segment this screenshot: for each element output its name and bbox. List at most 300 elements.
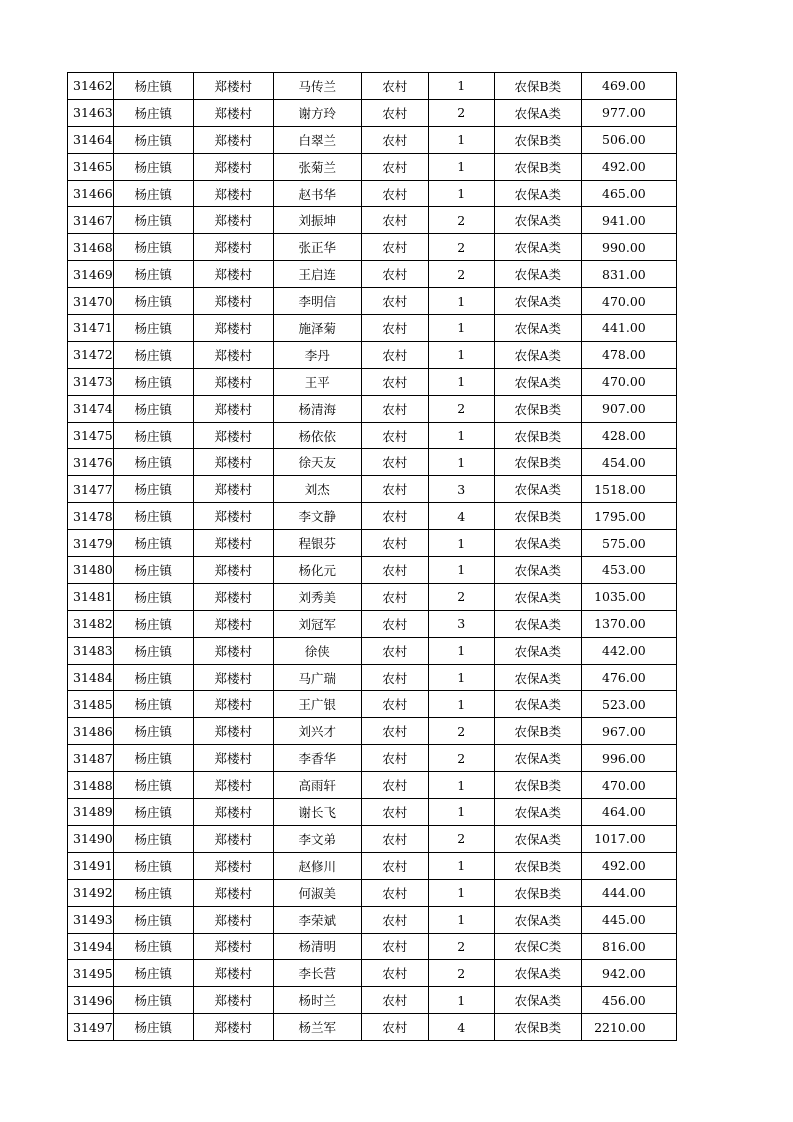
town-cell: 杨庄镇 xyxy=(113,476,193,503)
amount-cell: 942.00 xyxy=(581,960,676,987)
village-cell: 郑楼村 xyxy=(193,825,273,852)
amount-cell: 478.00 xyxy=(581,341,676,368)
member-count-cell: 1 xyxy=(428,691,494,718)
amount-cell: 445.00 xyxy=(581,906,676,933)
member-count-cell: 1 xyxy=(428,799,494,826)
member-count-cell: 1 xyxy=(428,73,494,100)
amount-cell: 1017.00 xyxy=(581,825,676,852)
town-cell: 杨庄镇 xyxy=(113,99,193,126)
person-name-cell: 谢长飞 xyxy=(273,799,361,826)
insurance-category-cell: 农保B类 xyxy=(494,395,581,422)
insurance-category-cell: 农保A类 xyxy=(494,234,581,261)
table-row xyxy=(68,933,677,960)
village-cell: 郑楼村 xyxy=(193,395,273,422)
household-type-cell: 农村 xyxy=(361,610,428,637)
person-name-cell: 赵书华 xyxy=(273,180,361,207)
village-cell: 郑楼村 xyxy=(193,341,273,368)
town-cell: 杨庄镇 xyxy=(113,180,193,207)
record-id-cell: 31476 xyxy=(68,449,114,476)
record-id-cell: 31480 xyxy=(68,557,114,584)
person-name-cell: 白翠兰 xyxy=(273,126,361,153)
amount-cell: 831.00 xyxy=(581,261,676,288)
table-row xyxy=(68,718,677,745)
household-type-cell: 农村 xyxy=(361,73,428,100)
person-name-cell: 杨依依 xyxy=(273,422,361,449)
amount-cell: 464.00 xyxy=(581,799,676,826)
amount-cell: 428.00 xyxy=(581,422,676,449)
household-type-cell: 农村 xyxy=(361,879,428,906)
town-cell: 杨庄镇 xyxy=(113,557,193,584)
member-count-cell: 1 xyxy=(428,126,494,153)
table-row xyxy=(68,799,677,826)
insurance-category-cell: 农保A类 xyxy=(494,99,581,126)
amount-cell: 476.00 xyxy=(581,664,676,691)
amount-cell: 941.00 xyxy=(581,207,676,234)
household-type-cell: 农村 xyxy=(361,825,428,852)
person-name-cell: 杨时兰 xyxy=(273,987,361,1014)
table-row xyxy=(68,852,677,879)
member-count-cell: 2 xyxy=(428,745,494,772)
village-cell: 郑楼村 xyxy=(193,691,273,718)
town-cell: 杨庄镇 xyxy=(113,530,193,557)
insurance-category-cell: 农保B类 xyxy=(494,422,581,449)
town-cell: 杨庄镇 xyxy=(113,153,193,180)
village-cell: 郑楼村 xyxy=(193,906,273,933)
table-row xyxy=(68,180,677,207)
table-row xyxy=(68,825,677,852)
village-cell: 郑楼村 xyxy=(193,933,273,960)
amount-cell: 441.00 xyxy=(581,315,676,342)
record-id-cell: 31478 xyxy=(68,503,114,530)
record-id-cell: 31477 xyxy=(68,476,114,503)
insurance-category-cell: 农保A类 xyxy=(494,610,581,637)
town-cell: 杨庄镇 xyxy=(113,933,193,960)
table-row xyxy=(68,530,677,557)
town-cell: 杨庄镇 xyxy=(113,503,193,530)
table-row xyxy=(68,422,677,449)
person-name-cell: 杨兰军 xyxy=(273,1014,361,1041)
insurance-category-cell: 农保B类 xyxy=(494,449,581,476)
insurance-category-cell: 农保A类 xyxy=(494,799,581,826)
village-cell: 郑楼村 xyxy=(193,73,273,100)
member-count-cell: 1 xyxy=(428,315,494,342)
table-row xyxy=(68,879,677,906)
village-cell: 郑楼村 xyxy=(193,987,273,1014)
insurance-category-cell: 农保B类 xyxy=(494,503,581,530)
record-id-cell: 31471 xyxy=(68,315,114,342)
insurance-category-cell: 农保B类 xyxy=(494,1014,581,1041)
person-name-cell: 张正华 xyxy=(273,234,361,261)
table-row xyxy=(68,99,677,126)
records-table xyxy=(67,72,677,1041)
person-name-cell: 刘兴才 xyxy=(273,718,361,745)
person-name-cell: 何淑美 xyxy=(273,879,361,906)
table-row xyxy=(68,772,677,799)
member-count-cell: 3 xyxy=(428,610,494,637)
village-cell: 郑楼村 xyxy=(193,126,273,153)
record-id-cell: 31466 xyxy=(68,180,114,207)
record-id-cell: 31491 xyxy=(68,852,114,879)
table-row xyxy=(68,610,677,637)
person-name-cell: 刘冠军 xyxy=(273,610,361,637)
person-name-cell: 刘秀美 xyxy=(273,583,361,610)
record-id-cell: 31472 xyxy=(68,341,114,368)
member-count-cell: 1 xyxy=(428,530,494,557)
table-row xyxy=(68,637,677,664)
record-id-cell: 31489 xyxy=(68,799,114,826)
household-type-cell: 农村 xyxy=(361,583,428,610)
person-name-cell: 杨清海 xyxy=(273,395,361,422)
person-name-cell: 杨清明 xyxy=(273,933,361,960)
town-cell: 杨庄镇 xyxy=(113,987,193,1014)
village-cell: 郑楼村 xyxy=(193,315,273,342)
town-cell: 杨庄镇 xyxy=(113,395,193,422)
household-type-cell: 农村 xyxy=(361,368,428,395)
insurance-category-cell: 农保A类 xyxy=(494,960,581,987)
household-type-cell: 农村 xyxy=(361,503,428,530)
person-name-cell: 高雨轩 xyxy=(273,772,361,799)
insurance-category-cell: 农保A类 xyxy=(494,476,581,503)
amount-cell: 470.00 xyxy=(581,772,676,799)
insurance-category-cell: 农保A类 xyxy=(494,261,581,288)
table-row xyxy=(68,261,677,288)
village-cell: 郑楼村 xyxy=(193,1014,273,1041)
amount-cell: 996.00 xyxy=(581,745,676,772)
record-id-cell: 31488 xyxy=(68,772,114,799)
amount-cell: 442.00 xyxy=(581,637,676,664)
household-type-cell: 农村 xyxy=(361,315,428,342)
town-cell: 杨庄镇 xyxy=(113,879,193,906)
amount-cell: 470.00 xyxy=(581,368,676,395)
person-name-cell: 马传兰 xyxy=(273,73,361,100)
record-id-cell: 31473 xyxy=(68,368,114,395)
member-count-cell: 4 xyxy=(428,1014,494,1041)
village-cell: 郑楼村 xyxy=(193,449,273,476)
table-row xyxy=(68,207,677,234)
record-id-cell: 31483 xyxy=(68,637,114,664)
village-cell: 郑楼村 xyxy=(193,261,273,288)
person-name-cell: 李明信 xyxy=(273,288,361,315)
table-row xyxy=(68,341,677,368)
household-type-cell: 农村 xyxy=(361,288,428,315)
person-name-cell: 王平 xyxy=(273,368,361,395)
member-count-cell: 2 xyxy=(428,960,494,987)
town-cell: 杨庄镇 xyxy=(113,960,193,987)
insurance-category-cell: 农保B类 xyxy=(494,852,581,879)
person-name-cell: 徐天友 xyxy=(273,449,361,476)
member-count-cell: 1 xyxy=(428,449,494,476)
table-row xyxy=(68,395,677,422)
table-row xyxy=(68,315,677,342)
village-cell: 郑楼村 xyxy=(193,879,273,906)
person-name-cell: 王启连 xyxy=(273,261,361,288)
amount-cell: 575.00 xyxy=(581,530,676,557)
record-id-cell: 31484 xyxy=(68,664,114,691)
table-row xyxy=(68,73,677,100)
person-name-cell: 李长营 xyxy=(273,960,361,987)
record-id-cell: 31465 xyxy=(68,153,114,180)
person-name-cell: 杨化元 xyxy=(273,557,361,584)
household-type-cell: 农村 xyxy=(361,234,428,261)
table-row xyxy=(68,691,677,718)
table-row xyxy=(68,664,677,691)
person-name-cell: 赵修川 xyxy=(273,852,361,879)
household-type-cell: 农村 xyxy=(361,987,428,1014)
town-cell: 杨庄镇 xyxy=(113,745,193,772)
table-row xyxy=(68,288,677,315)
member-count-cell: 2 xyxy=(428,207,494,234)
member-count-cell: 1 xyxy=(428,637,494,664)
member-count-cell: 1 xyxy=(428,772,494,799)
village-cell: 郑楼村 xyxy=(193,99,273,126)
village-cell: 郑楼村 xyxy=(193,476,273,503)
village-cell: 郑楼村 xyxy=(193,530,273,557)
amount-cell: 1370.00 xyxy=(581,610,676,637)
village-cell: 郑楼村 xyxy=(193,368,273,395)
record-id-cell: 31479 xyxy=(68,530,114,557)
town-cell: 杨庄镇 xyxy=(113,1014,193,1041)
member-count-cell: 4 xyxy=(428,503,494,530)
amount-cell: 523.00 xyxy=(581,691,676,718)
member-count-cell: 1 xyxy=(428,664,494,691)
member-count-cell: 1 xyxy=(428,153,494,180)
member-count-cell: 1 xyxy=(428,368,494,395)
person-name-cell: 李文静 xyxy=(273,503,361,530)
member-count-cell: 1 xyxy=(428,906,494,933)
insurance-category-cell: 农保A类 xyxy=(494,745,581,772)
person-name-cell: 李香华 xyxy=(273,745,361,772)
household-type-cell: 农村 xyxy=(361,799,428,826)
record-id-cell: 31487 xyxy=(68,745,114,772)
member-count-cell: 1 xyxy=(428,987,494,1014)
person-name-cell: 李丹 xyxy=(273,341,361,368)
record-id-cell: 31462 xyxy=(68,73,114,100)
table-row xyxy=(68,476,677,503)
table-row xyxy=(68,153,677,180)
town-cell: 杨庄镇 xyxy=(113,637,193,664)
amount-cell: 454.00 xyxy=(581,449,676,476)
household-type-cell: 农村 xyxy=(361,126,428,153)
village-cell: 郑楼村 xyxy=(193,153,273,180)
member-count-cell: 2 xyxy=(428,583,494,610)
insurance-category-cell: 农保A类 xyxy=(494,987,581,1014)
insurance-category-cell: 农保B类 xyxy=(494,126,581,153)
village-cell: 郑楼村 xyxy=(193,557,273,584)
town-cell: 杨庄镇 xyxy=(113,73,193,100)
village-cell: 郑楼村 xyxy=(193,852,273,879)
amount-cell: 456.00 xyxy=(581,987,676,1014)
person-name-cell: 谢方玲 xyxy=(273,99,361,126)
person-name-cell: 刘振坤 xyxy=(273,207,361,234)
record-id-cell: 31493 xyxy=(68,906,114,933)
person-name-cell: 李文弟 xyxy=(273,825,361,852)
insurance-category-cell: 农保A类 xyxy=(494,637,581,664)
household-type-cell: 农村 xyxy=(361,1014,428,1041)
household-type-cell: 农村 xyxy=(361,718,428,745)
amount-cell: 492.00 xyxy=(581,153,676,180)
record-id-cell: 31481 xyxy=(68,583,114,610)
table-row xyxy=(68,449,677,476)
person-name-cell: 王广银 xyxy=(273,691,361,718)
table-row xyxy=(68,745,677,772)
insurance-category-cell: 农保A类 xyxy=(494,368,581,395)
record-id-cell: 31474 xyxy=(68,395,114,422)
table-row xyxy=(68,126,677,153)
table-row xyxy=(68,906,677,933)
member-count-cell: 1 xyxy=(428,180,494,207)
member-count-cell: 2 xyxy=(428,825,494,852)
insurance-category-cell: 农保A类 xyxy=(494,180,581,207)
table-row xyxy=(68,960,677,987)
town-cell: 杨庄镇 xyxy=(113,261,193,288)
record-id-cell: 31482 xyxy=(68,610,114,637)
record-id-cell: 31486 xyxy=(68,718,114,745)
member-count-cell: 1 xyxy=(428,852,494,879)
person-name-cell: 施泽菊 xyxy=(273,315,361,342)
record-id-cell: 31469 xyxy=(68,261,114,288)
table-row xyxy=(68,987,677,1014)
table-row xyxy=(68,368,677,395)
insurance-category-cell: 农保A类 xyxy=(494,530,581,557)
table-row xyxy=(68,234,677,261)
town-cell: 杨庄镇 xyxy=(113,799,193,826)
record-id-cell: 31467 xyxy=(68,207,114,234)
household-type-cell: 农村 xyxy=(361,180,428,207)
household-type-cell: 农村 xyxy=(361,772,428,799)
amount-cell: 492.00 xyxy=(581,852,676,879)
table-row xyxy=(68,583,677,610)
town-cell: 杨庄镇 xyxy=(113,288,193,315)
town-cell: 杨庄镇 xyxy=(113,207,193,234)
member-count-cell: 2 xyxy=(428,718,494,745)
amount-cell: 469.00 xyxy=(581,73,676,100)
insurance-category-cell: 农保B类 xyxy=(494,73,581,100)
town-cell: 杨庄镇 xyxy=(113,341,193,368)
member-count-cell: 3 xyxy=(428,476,494,503)
village-cell: 郑楼村 xyxy=(193,503,273,530)
record-id-cell: 31490 xyxy=(68,825,114,852)
household-type-cell: 农村 xyxy=(361,476,428,503)
record-id-cell: 31495 xyxy=(68,960,114,987)
person-name-cell: 程银芬 xyxy=(273,530,361,557)
village-cell: 郑楼村 xyxy=(193,583,273,610)
village-cell: 郑楼村 xyxy=(193,772,273,799)
town-cell: 杨庄镇 xyxy=(113,126,193,153)
insurance-category-cell: 农保B类 xyxy=(494,879,581,906)
village-cell: 郑楼村 xyxy=(193,610,273,637)
household-type-cell: 农村 xyxy=(361,207,428,234)
insurance-category-cell: 农保C类 xyxy=(494,933,581,960)
table-body xyxy=(68,73,677,1041)
record-id-cell: 31463 xyxy=(68,99,114,126)
amount-cell: 967.00 xyxy=(581,718,676,745)
record-id-cell: 31497 xyxy=(68,1014,114,1041)
person-name-cell: 马广瑞 xyxy=(273,664,361,691)
member-count-cell: 2 xyxy=(428,933,494,960)
village-cell: 郑楼村 xyxy=(193,960,273,987)
amount-cell: 506.00 xyxy=(581,126,676,153)
person-name-cell: 张菊兰 xyxy=(273,153,361,180)
amount-cell: 816.00 xyxy=(581,933,676,960)
record-id-cell: 31485 xyxy=(68,691,114,718)
insurance-category-cell: 农保A类 xyxy=(494,315,581,342)
town-cell: 杨庄镇 xyxy=(113,664,193,691)
record-id-cell: 31475 xyxy=(68,422,114,449)
household-type-cell: 农村 xyxy=(361,261,428,288)
insurance-category-cell: 农保A类 xyxy=(494,691,581,718)
village-cell: 郑楼村 xyxy=(193,637,273,664)
household-type-cell: 农村 xyxy=(361,99,428,126)
household-type-cell: 农村 xyxy=(361,933,428,960)
insurance-category-cell: 农保A类 xyxy=(494,906,581,933)
town-cell: 杨庄镇 xyxy=(113,234,193,261)
insurance-category-cell: 农保A类 xyxy=(494,341,581,368)
town-cell: 杨庄镇 xyxy=(113,610,193,637)
record-id-cell: 31470 xyxy=(68,288,114,315)
amount-cell: 1518.00 xyxy=(581,476,676,503)
town-cell: 杨庄镇 xyxy=(113,852,193,879)
household-type-cell: 农村 xyxy=(361,557,428,584)
town-cell: 杨庄镇 xyxy=(113,906,193,933)
town-cell: 杨庄镇 xyxy=(113,718,193,745)
record-id-cell: 31468 xyxy=(68,234,114,261)
village-cell: 郑楼村 xyxy=(193,180,273,207)
town-cell: 杨庄镇 xyxy=(113,315,193,342)
village-cell: 郑楼村 xyxy=(193,799,273,826)
member-count-cell: 1 xyxy=(428,557,494,584)
village-cell: 郑楼村 xyxy=(193,288,273,315)
household-type-cell: 农村 xyxy=(361,341,428,368)
town-cell: 杨庄镇 xyxy=(113,691,193,718)
insurance-category-cell: 农保A类 xyxy=(494,288,581,315)
village-cell: 郑楼村 xyxy=(193,718,273,745)
household-type-cell: 农村 xyxy=(361,691,428,718)
amount-cell: 444.00 xyxy=(581,879,676,906)
insurance-category-cell: 农保A类 xyxy=(494,825,581,852)
member-count-cell: 1 xyxy=(428,288,494,315)
insurance-category-cell: 农保A类 xyxy=(494,583,581,610)
town-cell: 杨庄镇 xyxy=(113,368,193,395)
household-type-cell: 农村 xyxy=(361,664,428,691)
amount-cell: 470.00 xyxy=(581,288,676,315)
amount-cell: 990.00 xyxy=(581,234,676,261)
insurance-category-cell: 农保A类 xyxy=(494,557,581,584)
member-count-cell: 1 xyxy=(428,422,494,449)
table-row xyxy=(68,557,677,584)
town-cell: 杨庄镇 xyxy=(113,449,193,476)
town-cell: 杨庄镇 xyxy=(113,825,193,852)
town-cell: 杨庄镇 xyxy=(113,583,193,610)
record-id-cell: 31494 xyxy=(68,933,114,960)
amount-cell: 907.00 xyxy=(581,395,676,422)
table-row xyxy=(68,1014,677,1041)
member-count-cell: 2 xyxy=(428,261,494,288)
household-type-cell: 农村 xyxy=(361,395,428,422)
household-type-cell: 农村 xyxy=(361,852,428,879)
village-cell: 郑楼村 xyxy=(193,664,273,691)
record-id-cell: 31464 xyxy=(68,126,114,153)
amount-cell: 1035.00 xyxy=(581,583,676,610)
household-type-cell: 农村 xyxy=(361,449,428,476)
amount-cell: 977.00 xyxy=(581,99,676,126)
amount-cell: 2210.00 xyxy=(581,1014,676,1041)
insurance-category-cell: 农保B类 xyxy=(494,718,581,745)
insurance-category-cell: 农保A类 xyxy=(494,664,581,691)
member-count-cell: 2 xyxy=(428,395,494,422)
village-cell: 郑楼村 xyxy=(193,745,273,772)
household-type-cell: 农村 xyxy=(361,422,428,449)
table-row xyxy=(68,503,677,530)
